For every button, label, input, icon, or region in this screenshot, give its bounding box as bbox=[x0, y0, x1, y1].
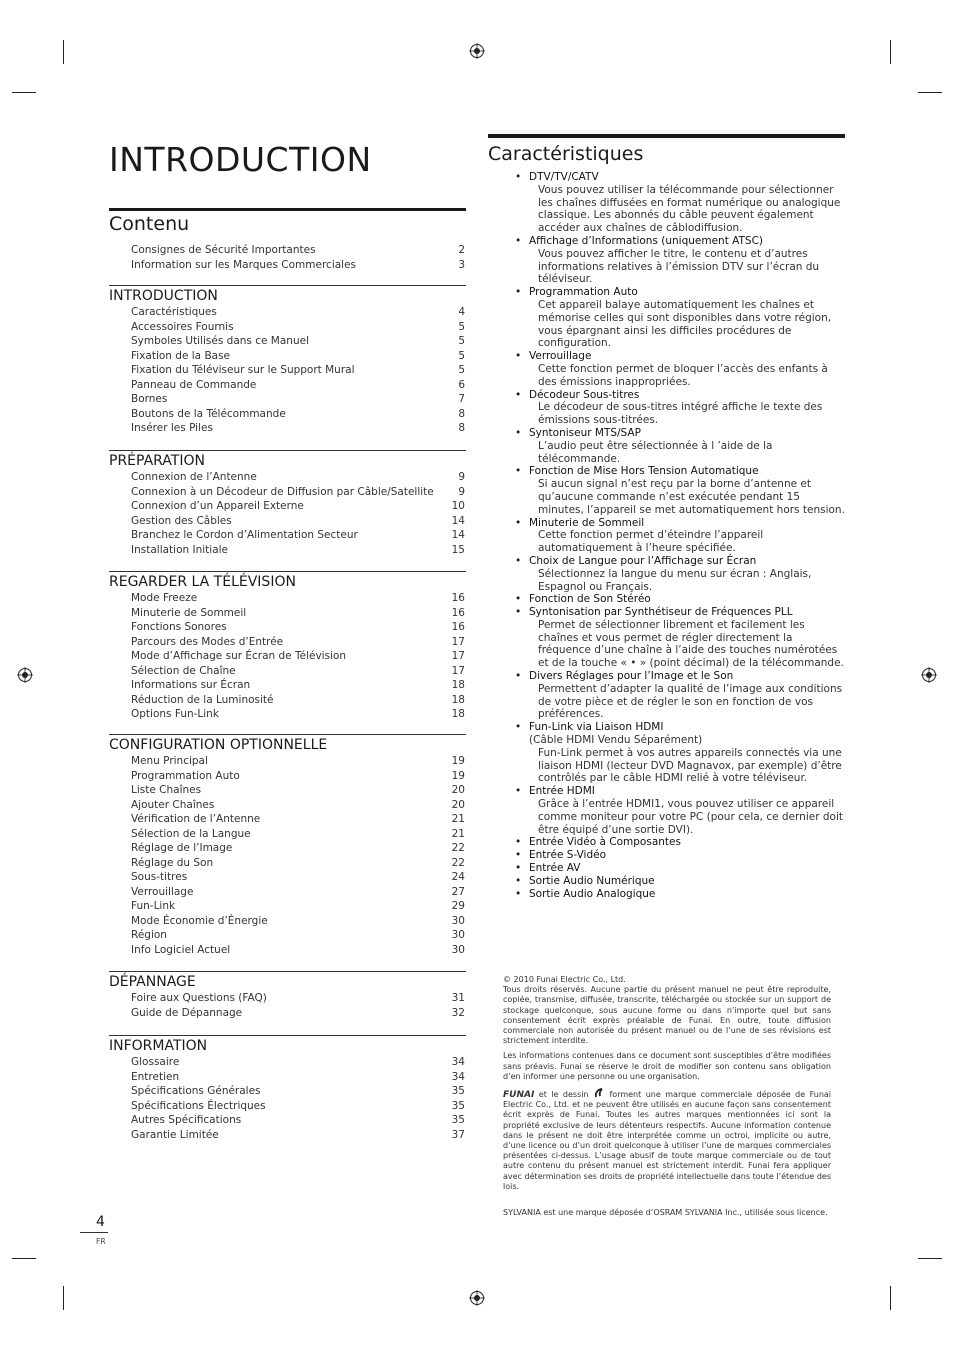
toc-item-label: Verrouillage bbox=[131, 885, 194, 898]
crop-mark bbox=[918, 92, 942, 93]
feature-title: Syntonisation par Synthétiseur de Fréquences PLL bbox=[529, 606, 793, 619]
bullet: • bbox=[515, 862, 522, 875]
toc-item[interactable] bbox=[109, 392, 466, 407]
changes-text: Les informations contenues dans ce document sont susceptibles d’être modifiées sans préavis. Funai se réserve le droit de modifier son contenu sans obligation d’en informer une personne ou une organisation. bbox=[503, 1051, 831, 1081]
toc-item[interactable] bbox=[109, 914, 466, 929]
toc-item-label: Entretien bbox=[131, 1070, 180, 1083]
bullet: • bbox=[515, 593, 522, 606]
toc-item-label: Informations sur Écran bbox=[131, 679, 251, 691]
toc-item-label: Connexion de l’Antenne bbox=[131, 471, 257, 483]
toc-item-page: 6 bbox=[458, 378, 465, 391]
toc-item-page: 17 bbox=[451, 664, 465, 677]
toc-item-label: Réglage de l’Image bbox=[131, 842, 233, 854]
toc-item-label: Sélection de la Langue bbox=[131, 827, 251, 840]
page-title: INTRODUCTION bbox=[109, 140, 372, 179]
toc-item-label: Installation Initiale bbox=[131, 543, 229, 556]
feature-item bbox=[515, 235, 847, 286]
toc-item-label: Programmation Auto bbox=[131, 769, 240, 782]
toc-item-page: 4 bbox=[458, 306, 465, 318]
feature-description: Cette fonction permet d’éteindre l’appareil automatiquement à l’heure spécifiée. bbox=[538, 529, 764, 555]
feature-description: Cet appareil balaye automatiquement les chaînes et mémorise celles qui sont disponibles dans votre région, vous épargnant ainsi les difficiles procédures de configuration. bbox=[538, 298, 832, 350]
toc-item-label: Vérification de l’Antenne bbox=[131, 813, 261, 825]
toc-item-page: 7 bbox=[458, 393, 465, 405]
toc-item[interactable] bbox=[109, 243, 466, 258]
feature-description: Fun-Link permet à vos autres appareils connectés via une liaison HDMI (lecteur DVD Magnavox, par exemple) d’être contrôlés par le câble HDMI relié à votre téléviseur. bbox=[538, 746, 842, 785]
toc-item-page: 18 bbox=[451, 708, 465, 720]
page-number: 4 bbox=[96, 1214, 105, 1230]
toc-item[interactable] bbox=[109, 1070, 466, 1085]
toc-item-page: 10 bbox=[451, 500, 465, 512]
toc-item-label: Autres Spécifications bbox=[131, 1114, 242, 1126]
toc-item[interactable] bbox=[109, 664, 466, 679]
feature-description: Vous pouvez utiliser la télécommande pour sélectionner les chaînes diffusées en format numérique ou analogique classique. Les abonnés du câble peuvent également accéder aux chaînes de câblodiffusion. bbox=[538, 183, 841, 235]
toc-section-title: INTRODUCTION bbox=[109, 285, 466, 304]
toc-item[interactable] bbox=[109, 543, 466, 558]
toc-section-title: REGARDER LA TÉLÉVISION bbox=[109, 571, 466, 590]
bullet: • bbox=[515, 721, 522, 734]
toc-item-page: 15 bbox=[451, 543, 465, 556]
toc-item-label: Sous-titres bbox=[131, 871, 188, 883]
bullet: • bbox=[515, 874, 522, 887]
toc-item-label: Spécifications Électriques bbox=[131, 1099, 266, 1112]
toc-section bbox=[109, 971, 466, 1020]
feature-title: Fun-Link via Liaison HDMI bbox=[529, 721, 664, 734]
toc-item[interactable] bbox=[109, 378, 466, 393]
toc-item-page: 21 bbox=[451, 813, 465, 825]
toc-item-label: Gestion des Câbles bbox=[131, 514, 232, 527]
bullet: • bbox=[515, 388, 522, 401]
toc-item-label: Réduction de la Luminosité bbox=[131, 693, 274, 706]
toc-item-page: 29 bbox=[451, 900, 465, 912]
bullet: • bbox=[515, 887, 522, 900]
toc-item-page: 32 bbox=[451, 1006, 465, 1019]
toc-section bbox=[109, 734, 466, 957]
bullet: • bbox=[515, 670, 522, 683]
toc-item[interactable] bbox=[109, 783, 466, 798]
funai-logo: FUNAI bbox=[503, 1090, 535, 1101]
toc-item[interactable] bbox=[109, 1055, 466, 1070]
toc-item-label: Glossaire bbox=[131, 1056, 180, 1068]
toc-item[interactable] bbox=[109, 841, 466, 856]
toc-item[interactable] bbox=[109, 769, 466, 784]
toc-item[interactable] bbox=[109, 1113, 466, 1128]
toc-item-page: 35 bbox=[451, 1114, 465, 1126]
toc-item-page: 37 bbox=[451, 1128, 465, 1141]
toc-item[interactable] bbox=[109, 320, 466, 335]
toc-item-page: 8 bbox=[458, 407, 465, 420]
feature-item bbox=[515, 465, 847, 516]
bullet: • bbox=[515, 286, 522, 299]
toc-item-label: Fixation du Téléviseur sur le Support Mural bbox=[131, 364, 355, 376]
feature-item bbox=[515, 862, 847, 875]
toc-item-page: 5 bbox=[458, 349, 465, 362]
toc-item-page: 5 bbox=[458, 335, 465, 347]
language-code: FR bbox=[96, 1237, 106, 1246]
toc-section bbox=[109, 1035, 466, 1142]
toc-item-label: Fonctions Sonores bbox=[131, 621, 227, 633]
toc-item[interactable] bbox=[109, 693, 466, 708]
feature-title: Affichage d’Informations (uniquement ATSC) bbox=[529, 234, 764, 247]
toc-item-page: 8 bbox=[458, 422, 465, 434]
feature-description: L’audio peut être sélectionnée à l ’aide de la télécommande. bbox=[538, 439, 773, 465]
registration-mark-icon bbox=[469, 43, 485, 59]
feature-title: DTV/TV/CATV bbox=[529, 171, 599, 183]
crop-mark bbox=[12, 1258, 36, 1259]
feature-item bbox=[515, 836, 847, 849]
crop-mark bbox=[63, 40, 64, 64]
toc-item-page: 24 bbox=[451, 871, 465, 883]
feature-item bbox=[515, 593, 847, 606]
bullet: • bbox=[515, 234, 522, 247]
toc-item[interactable] bbox=[109, 885, 466, 900]
toc-item-label: Mode Économie d’Énergie bbox=[131, 914, 268, 927]
toc-item-label: Consignes de Sécurité Importantes bbox=[131, 244, 316, 256]
sylvania-text: SYLVANIA est une marque déposée d’OSRAM SYLVANIA Inc., utilisée sous licence. bbox=[503, 1208, 828, 1218]
toc-item[interactable] bbox=[109, 707, 466, 722]
feature-item bbox=[515, 721, 847, 785]
toc-item-page: 17 bbox=[451, 635, 465, 648]
crop-mark bbox=[12, 92, 36, 93]
toc-item-page: 16 bbox=[451, 621, 465, 633]
toc-item-page: 16 bbox=[451, 606, 465, 619]
feature-item bbox=[515, 606, 847, 670]
legal-notice bbox=[503, 975, 831, 1223]
crop-mark bbox=[890, 1286, 891, 1310]
feature-item bbox=[515, 171, 847, 235]
toc-item-label: Symboles Utilisés dans ce Manuel bbox=[131, 335, 309, 347]
toc-item[interactable] bbox=[109, 305, 466, 320]
toc-section bbox=[109, 571, 466, 722]
toc-item-label: Réglage du Son bbox=[131, 856, 214, 869]
bullet: • bbox=[515, 785, 522, 798]
bullet: • bbox=[515, 606, 522, 619]
toc-item-label: Accessoires Fournis bbox=[131, 320, 234, 333]
toc-item-page: 22 bbox=[451, 856, 465, 869]
toc-item-page: 35 bbox=[451, 1085, 465, 1097]
registration-mark-icon bbox=[921, 667, 937, 683]
feature-item bbox=[515, 875, 847, 888]
toc-item-page: 14 bbox=[451, 529, 465, 541]
toc-item-label: Caractéristiques bbox=[131, 306, 217, 318]
toc-section bbox=[109, 450, 466, 557]
feature-title: Fonction de Mise Hors Tension Automatique bbox=[529, 465, 759, 478]
toc-item-label: Information sur les Marques Commerciales bbox=[131, 258, 357, 271]
toc-item-label: Garantie Limitée bbox=[131, 1128, 219, 1141]
feature-item bbox=[515, 670, 847, 721]
funai-swirl-logo-icon bbox=[593, 1087, 605, 1099]
toc-item-page: 16 bbox=[451, 592, 465, 604]
toc-item-label: Panneau de Commande bbox=[131, 378, 257, 391]
toc-item[interactable] bbox=[109, 870, 466, 885]
rights-text: Tous droits réservés. Aucune partie du présent manuel ne peut être reproduite, copiée, transmise, diffusée, transcrite, téléchargée ou stockée sur un support de stockage quelconque, sous aucune forme ou dans n’importe quel but sans consentement écrit exprès préalable de Funai. En outre, toute diffusion commerciale non autorisée du présent manuel ou de l’une de ses révisions est strictement interdite. bbox=[503, 985, 831, 1046]
toc-item-page: 2 bbox=[458, 244, 465, 256]
toc-item-page: 5 bbox=[458, 320, 465, 333]
toc-item-label: Minuterie de Sommeil bbox=[131, 606, 247, 619]
toc-item-label: Bornes bbox=[131, 393, 168, 405]
feature-title: Sortie Audio Numérique bbox=[529, 874, 655, 887]
toc-item-label: Fixation de la Base bbox=[131, 349, 231, 362]
feature-title: Entrée Vidéo à Composantes bbox=[529, 836, 681, 849]
feature-title: Verrouillage bbox=[529, 350, 592, 363]
toc-item-label: Ajouter Chaînes bbox=[131, 798, 215, 811]
toc-item-label: Connexion d’un Appareil Externe bbox=[131, 500, 304, 512]
toc-item[interactable] bbox=[109, 635, 466, 650]
toc-item[interactable] bbox=[109, 943, 466, 958]
bullet: • bbox=[515, 836, 522, 849]
toc-item-label: Connexion à un Décodeur de Diffusion par Câble/Satellite bbox=[131, 485, 434, 498]
toc-item-page: 22 bbox=[451, 842, 465, 854]
toc-section-title: INFORMATION bbox=[109, 1035, 466, 1054]
toc-item-label: Options Fun-Link bbox=[131, 708, 219, 720]
crop-mark bbox=[918, 1258, 942, 1259]
toc-item[interactable] bbox=[109, 528, 466, 543]
bullet: • bbox=[515, 350, 522, 363]
feature-description: Sélectionnez la langue du menu sur écran : Anglais, Espagnol ou Français. bbox=[538, 567, 812, 593]
toc-item-label: Sélection de Chaîne bbox=[131, 664, 236, 677]
toc-intro-list bbox=[109, 243, 466, 272]
toc-item-page: 5 bbox=[458, 364, 465, 376]
feature-description: Le décodeur de sous-titres intégré affiche le texte des émissions sous-titrées. bbox=[538, 401, 823, 427]
toc-item[interactable] bbox=[109, 334, 466, 349]
toc-section-title: DÉPANNAGE bbox=[109, 971, 466, 990]
toc-item-page: 19 bbox=[451, 769, 465, 782]
registration-mark-icon bbox=[469, 1290, 485, 1306]
toc-item[interactable] bbox=[109, 349, 466, 364]
toc-item-page: 34 bbox=[451, 1070, 465, 1083]
crop-mark bbox=[890, 40, 891, 64]
toc-item-page: 30 bbox=[451, 929, 465, 941]
feature-description: Cette fonction permet de bloquer l’accès des enfants à des émissions inappropriées. bbox=[538, 362, 828, 388]
feature-description: Si aucun signal n’est reçu par la borne d’antenne et qu’aucune commande n’est exécutée pendant 15 minutes, l’appareil se met automatiquement hors tension. bbox=[538, 478, 845, 516]
feature-title: Décodeur Sous-titres bbox=[529, 388, 640, 401]
features-list bbox=[515, 171, 847, 900]
toc-item[interactable] bbox=[109, 754, 466, 769]
toc-item-page: 30 bbox=[451, 914, 465, 927]
page-number-rule bbox=[80, 1232, 108, 1233]
toc-item[interactable] bbox=[109, 1084, 466, 1099]
toc-item-label: Guide de Dépannage bbox=[131, 1006, 243, 1019]
toc-item-label: Branchez le Cordon d’Alimentation Secteur bbox=[131, 529, 358, 541]
toc-item-page: 35 bbox=[451, 1099, 465, 1112]
toc-item-label: Liste Chaînes bbox=[131, 784, 202, 796]
toc-item-page: 34 bbox=[451, 1056, 465, 1068]
trademark-paragraph bbox=[503, 1087, 831, 1192]
toc-item[interactable] bbox=[109, 649, 466, 664]
toc-item[interactable] bbox=[109, 485, 466, 500]
features-heading-rule bbox=[488, 134, 845, 138]
toc-item[interactable] bbox=[109, 856, 466, 871]
toc-item[interactable] bbox=[109, 1128, 466, 1143]
toc-item[interactable] bbox=[109, 606, 466, 621]
feature-description: Grâce à l’entrée HDMI1, vous pouvez utiliser ce appareil comme moniteur pour votre PC (pour cela, ce dernier doit être équipé d’une sortie DVI). bbox=[538, 798, 843, 836]
toc-item-label: Menu Principal bbox=[131, 755, 208, 767]
toc-item-page: 17 bbox=[451, 650, 465, 662]
feature-title: Minuterie de Sommeil bbox=[529, 516, 645, 529]
toc-section-title: CONFIGURATION OPTIONNELLE bbox=[109, 734, 466, 753]
feature-title: Choix de Langue pour l’Affichage sur Écran bbox=[529, 554, 757, 567]
toc-item[interactable] bbox=[109, 258, 466, 273]
feature-subtitle: (Câble HDMI Vendu Séparément) bbox=[529, 734, 703, 747]
trademark-text-a: et le dessin bbox=[538, 1090, 589, 1100]
copyright-text: © 2010 Funai Electric Co., Ltd. bbox=[503, 975, 626, 984]
feature-description: Permettent d’adapter la qualité de l’image aux conditions de votre pièce et de régler le son en fonction de vos préférences. bbox=[538, 682, 843, 721]
toc-item[interactable] bbox=[109, 798, 466, 813]
toc-item-page: 14 bbox=[451, 514, 465, 527]
feature-item bbox=[515, 286, 847, 350]
toc-item[interactable] bbox=[109, 827, 466, 842]
toc-heading: Contenu bbox=[109, 213, 190, 235]
toc-item-page: 30 bbox=[451, 943, 465, 956]
bullet: • bbox=[515, 849, 522, 862]
feature-title: Syntoniseur MTS/SAP bbox=[529, 426, 641, 439]
toc-item-label: Spécifications Générales bbox=[131, 1085, 261, 1097]
feature-item bbox=[515, 555, 847, 593]
toc-item[interactable] bbox=[109, 1099, 466, 1114]
toc-item-label: Info Logiciel Actuel bbox=[131, 943, 231, 956]
toc-item-page: 21 bbox=[451, 827, 465, 840]
bullet: • bbox=[515, 465, 522, 478]
toc-item[interactable] bbox=[109, 470, 466, 485]
feature-description: Vous pouvez afficher le titre, le contenu et d’autres informations relatives à l’émission DTV sur l’écran du téléviseur. bbox=[538, 247, 820, 286]
feature-title: Entrée S-Vidéo bbox=[529, 849, 607, 862]
toc-heading-rule bbox=[109, 208, 466, 211]
feature-item bbox=[515, 427, 847, 465]
toc-section-title: PRÉPARATION bbox=[109, 450, 466, 469]
trademark-text-b: forment une marque commerciale déposée de Funai Electric Co., Ltd. et ne peuvent être utilisés en aucune façon sans consentement écrit exprès de Funai. Toutes les autres marques mentionnées ici sont la propriété exclusive de leurs détenteurs respectifs. Aucune information contenue dans le présent ne doit être interprétée comme un octroi, implicite ou autre, d’une licence ou d’un droit quelconque à utiliser l’une de marques commerciales présentées ci-dessus. L’usage abusif de toute marque commerciale ou de tout autre contenu du présent manuel est strictement interdit. Funai fera appliquer avec détermination ses droits de propriété intellectuelle dans toute l’étendue des lois. bbox=[503, 1090, 832, 1191]
toc-item[interactable] bbox=[109, 899, 466, 914]
toc-item-page: 9 bbox=[458, 471, 465, 483]
toc-item-page: 18 bbox=[451, 679, 465, 691]
toc-item[interactable] bbox=[109, 812, 466, 827]
feature-item bbox=[515, 849, 847, 862]
toc-item-label: Foire aux Questions (FAQ) bbox=[131, 992, 267, 1004]
toc-item-label: Insérer les Piles bbox=[131, 422, 213, 434]
toc-item-page: 27 bbox=[451, 885, 465, 898]
crop-mark bbox=[63, 1286, 64, 1310]
feature-item bbox=[515, 389, 847, 427]
toc-item-page: 31 bbox=[451, 992, 465, 1004]
toc-item-page: 20 bbox=[451, 798, 465, 811]
toc-item-page: 20 bbox=[451, 784, 465, 796]
feature-item bbox=[515, 517, 847, 555]
toc-item[interactable] bbox=[109, 620, 466, 635]
toc-item-label: Parcours des Modes d’Entrée bbox=[131, 635, 284, 648]
toc-item-label: Fun-Link bbox=[131, 900, 176, 912]
feature-item bbox=[515, 350, 847, 388]
features-heading: Caractéristiques bbox=[488, 143, 644, 165]
toc-item[interactable] bbox=[109, 1006, 466, 1021]
feature-item bbox=[515, 888, 847, 901]
feature-item bbox=[515, 785, 847, 836]
bullet: • bbox=[515, 554, 522, 567]
toc-item[interactable] bbox=[109, 499, 466, 514]
toc-item[interactable] bbox=[109, 678, 466, 693]
bullet: • bbox=[515, 426, 522, 439]
bullet: • bbox=[515, 171, 522, 183]
feature-title: Entrée HDMI bbox=[529, 785, 595, 798]
bullet: • bbox=[515, 516, 522, 529]
feature-title: Fonction de Son Stéréo bbox=[529, 593, 651, 606]
toc-item-label: Mode Freeze bbox=[131, 592, 198, 604]
feature-title: Sortie Audio Analogique bbox=[529, 887, 656, 900]
toc-item-page: 9 bbox=[458, 485, 465, 498]
registration-mark-icon bbox=[17, 667, 33, 683]
toc-item-page: 18 bbox=[451, 693, 465, 706]
toc-section bbox=[109, 285, 466, 436]
toc-item-label: Mode d’Affichage sur Écran de Télévision bbox=[131, 650, 347, 662]
toc-item-label: Boutons de la Télécommande bbox=[131, 407, 286, 420]
toc-item[interactable] bbox=[109, 514, 466, 529]
feature-description: Permet de sélectionner librement et facilement les chaînes et vous permet de régler directement la fréquence d’une chaîne à l’aide des touches numérotées et de la touche « • » (point décimal) de la télécommande. bbox=[538, 618, 844, 670]
toc-item[interactable] bbox=[109, 421, 466, 436]
feature-title: Divers Réglages pour l’Image et le Son bbox=[529, 670, 734, 683]
toc-item-page: 19 bbox=[451, 755, 465, 767]
toc-item[interactable] bbox=[109, 407, 466, 422]
feature-title: Entrée AV bbox=[529, 862, 581, 875]
toc-item[interactable] bbox=[109, 991, 466, 1006]
toc-item[interactable] bbox=[109, 591, 466, 606]
toc-item-label: Région bbox=[131, 929, 167, 941]
feature-title: Programmation Auto bbox=[529, 286, 638, 299]
toc-item[interactable] bbox=[109, 928, 466, 943]
toc-item-page: 3 bbox=[458, 258, 465, 271]
toc-item[interactable] bbox=[109, 363, 466, 378]
